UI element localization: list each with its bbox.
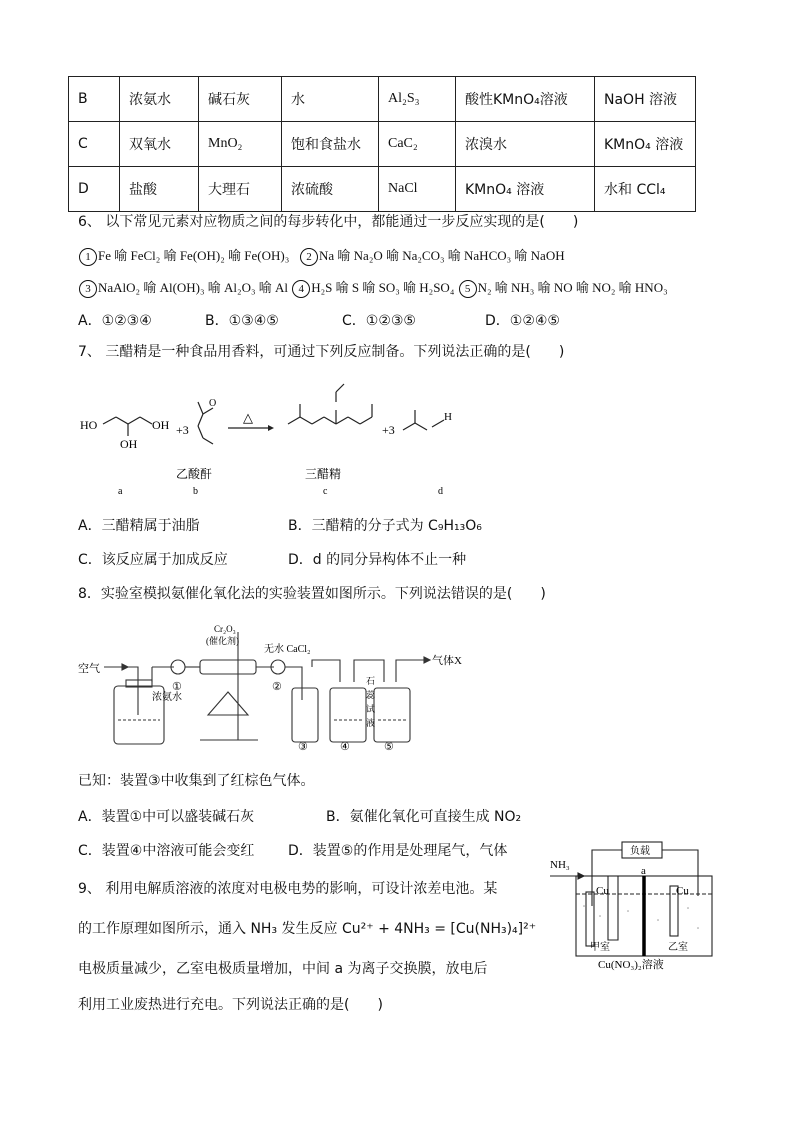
circled-3: 3 bbox=[79, 280, 97, 298]
table-cell: 酸性KMnO₄溶液 bbox=[456, 77, 595, 122]
circled-4: 4 bbox=[292, 280, 310, 298]
mark-4: ④ bbox=[340, 741, 350, 752]
table-cell: 盐酸 bbox=[120, 167, 199, 212]
mark-3: ③ bbox=[298, 741, 308, 752]
q6-option-b[interactable]: B．①③④⑤ bbox=[205, 313, 279, 329]
circled-2: 2 bbox=[300, 248, 318, 266]
label-a: a bbox=[118, 486, 123, 497]
label-membrane-a: a bbox=[641, 865, 646, 877]
label-room-jia: 甲室 bbox=[590, 942, 610, 953]
table-cell: CaC₂ bbox=[379, 122, 456, 167]
label-d: d bbox=[438, 486, 443, 497]
table-cell: 水和 CCl₄ bbox=[595, 167, 696, 212]
glycerol-structure bbox=[103, 417, 152, 436]
table-cell: 双氧水 bbox=[120, 122, 199, 167]
question-7-stem: 7、 三醋精是一种食品用香料，可通过下列反应制备。下列说法正确的是( ) bbox=[78, 344, 565, 360]
label-conc-ammonia: 浓氨水 bbox=[152, 692, 182, 703]
table-cell: NaCl bbox=[379, 167, 456, 212]
label-catalyst-formula: Cr₂O₃ bbox=[214, 624, 236, 634]
label-cu-right: Cu bbox=[676, 885, 689, 897]
label-nh3: NH₃ bbox=[550, 859, 570, 871]
atom-h: H bbox=[444, 411, 452, 423]
conversion-2: Na 喻 Na₂O 喻 Na₂CO₃ 喻 NaHCO₃ 喻 NaOH bbox=[319, 248, 565, 263]
question-6-stem: 6、 以下常见元素对应物质之间的每步转化中，都能通过一步反应实现的是( ) bbox=[78, 214, 579, 230]
table-cell: KMnO₄ 溶液 bbox=[456, 167, 595, 212]
atom-oh: OH bbox=[152, 418, 170, 432]
ammonia-oxidation-apparatus bbox=[78, 620, 498, 752]
table-row bbox=[69, 77, 696, 122]
heat-symbol: △ bbox=[243, 410, 253, 425]
table-row bbox=[69, 167, 696, 212]
q6-conversions-row1 bbox=[78, 245, 565, 266]
label-litmus: 石 bbox=[366, 676, 376, 686]
label-solution: Cu(NO₃)₂溶液 bbox=[598, 959, 664, 971]
q6-conversions-row2 bbox=[78, 277, 668, 298]
table-cell: 大理石 bbox=[199, 167, 282, 212]
table-cell: NaOH 溶液 bbox=[595, 77, 696, 122]
q7-option-b[interactable]: B．三醋精的分子式为 C₉H₁₃O₆ bbox=[288, 518, 482, 534]
circled-1: 1 bbox=[79, 248, 97, 266]
label-litmus: 液 bbox=[366, 718, 376, 728]
table-cell: 水 bbox=[282, 77, 379, 122]
atom-ho: HO bbox=[80, 418, 98, 432]
label-air: 空气 bbox=[78, 663, 100, 675]
mark-1: ① bbox=[172, 681, 182, 693]
acetic-acid-structure bbox=[403, 410, 444, 430]
q9-line-3: 电极质量减少，乙室电极质量增加，中间 a 为离子交换膜，放电后 bbox=[78, 961, 488, 977]
q9-line-1: 9、 利用电解质溶液的浓度对电极电势的影响，可设计浓差电池。某 bbox=[78, 881, 498, 897]
q9-line-2: 的工作原理如图所示，通入 NH₃ 发生反应 Cu²⁺ + 4NH₃ = [Cu(NH₃)₄]²⁺ bbox=[78, 921, 537, 937]
triacetin-reaction-scheme bbox=[78, 372, 498, 502]
circled-5: 5 bbox=[459, 280, 477, 298]
label-c: c bbox=[323, 486, 328, 497]
label-litmus: 试 bbox=[366, 704, 376, 714]
conversion-4: H₂S 喻 S 喻 SO₃ 喻 H₂SO₄ bbox=[311, 280, 455, 295]
label-b: b bbox=[193, 486, 198, 497]
label-acetic-anhydride: 乙酸酐 bbox=[176, 467, 213, 481]
table-cell: MnO₂ bbox=[199, 122, 282, 167]
table-cell: B bbox=[69, 77, 120, 122]
concentration-cell-diagram bbox=[548, 836, 720, 974]
question-8-stem: 8．实验室模拟氨催化氧化法的实验装置如图所示。下列说法错误的是( ) bbox=[78, 586, 546, 602]
table-cell: 饱和食盐水 bbox=[282, 122, 379, 167]
conversion-3: NaAlO₂ 喻 Al(OH)₃ 喻 Al₂O₃ 喻 Al bbox=[98, 280, 288, 295]
q8-option-c[interactable]: C．装置④中溶液可能会变红 bbox=[78, 843, 255, 859]
label-load: 负载 bbox=[630, 846, 650, 857]
q7-option-d[interactable]: D．d 的同分异构体不止一种 bbox=[288, 552, 467, 568]
q6-option-d[interactable]: D．①②④⑤ bbox=[485, 313, 560, 329]
table-cell: 浓氨水 bbox=[120, 77, 199, 122]
mark-2: ② bbox=[272, 681, 282, 693]
q7-option-c[interactable]: C．该反应属于加成反应 bbox=[78, 552, 228, 568]
q6-option-a[interactable]: A．①②③④ bbox=[78, 313, 152, 329]
coefficient: +3 bbox=[176, 423, 189, 437]
table-row bbox=[69, 122, 696, 167]
atom-o: O bbox=[209, 398, 217, 409]
label-anhydrous-cacl2: 无水 CaCl₂ bbox=[264, 644, 311, 655]
table-cell: 浓硫酸 bbox=[282, 167, 379, 212]
table-cell: KMnO₄ 溶液 bbox=[595, 122, 696, 167]
table-cell: D bbox=[69, 167, 120, 212]
label-cu-left: Cu bbox=[596, 885, 609, 897]
triacetin-structure bbox=[288, 384, 372, 424]
q7-option-a[interactable]: A．三醋精属于油脂 bbox=[78, 518, 200, 534]
coefficient: +3 bbox=[382, 423, 395, 437]
q6-option-c[interactable]: C．①②③⑤ bbox=[342, 313, 416, 329]
q8-option-d[interactable]: D．装置⑤的作用是处理尾气，气体 bbox=[288, 843, 508, 859]
q8-option-a[interactable]: A．装置①中可以盛装碱石灰 bbox=[78, 809, 255, 825]
q8-option-b[interactable]: B．氨催化氧化可直接生成 NO₂ bbox=[326, 809, 522, 825]
table-cell: 碱石灰 bbox=[199, 77, 282, 122]
label-litmus: 蕊 bbox=[366, 690, 376, 700]
solution-dots bbox=[583, 905, 699, 929]
q8-known: 已知：装置③中收集到了红棕色气体。 bbox=[78, 773, 315, 789]
label-room-yi: 乙室 bbox=[668, 942, 688, 953]
q9-line-4: 利用工业废热进行充电。下列说法正确的是( ) bbox=[78, 997, 383, 1013]
atom-oh: OH bbox=[120, 437, 138, 451]
conversion-5: N₂ 喻 NH₃ 喻 NO 喻 NO₂ 喻 HNO₃ bbox=[477, 280, 668, 295]
reagent-table bbox=[68, 76, 696, 212]
mark-5: ⑤ bbox=[384, 741, 394, 752]
label-triacetin: 三醋精 bbox=[305, 467, 342, 481]
arrow-head bbox=[268, 425, 274, 431]
label-catalyst: (催化剂) bbox=[206, 636, 239, 646]
conversion-1: Fe 喻 FeCl₂ 喻 Fe(OH)₂ 喻 Fe(OH)₃ bbox=[98, 248, 290, 263]
label-gas-x: 气体X bbox=[432, 655, 462, 667]
table-cell: Al₂S₃ bbox=[379, 77, 456, 122]
table-cell: C bbox=[69, 122, 120, 167]
table-cell: 浓溴水 bbox=[456, 122, 595, 167]
